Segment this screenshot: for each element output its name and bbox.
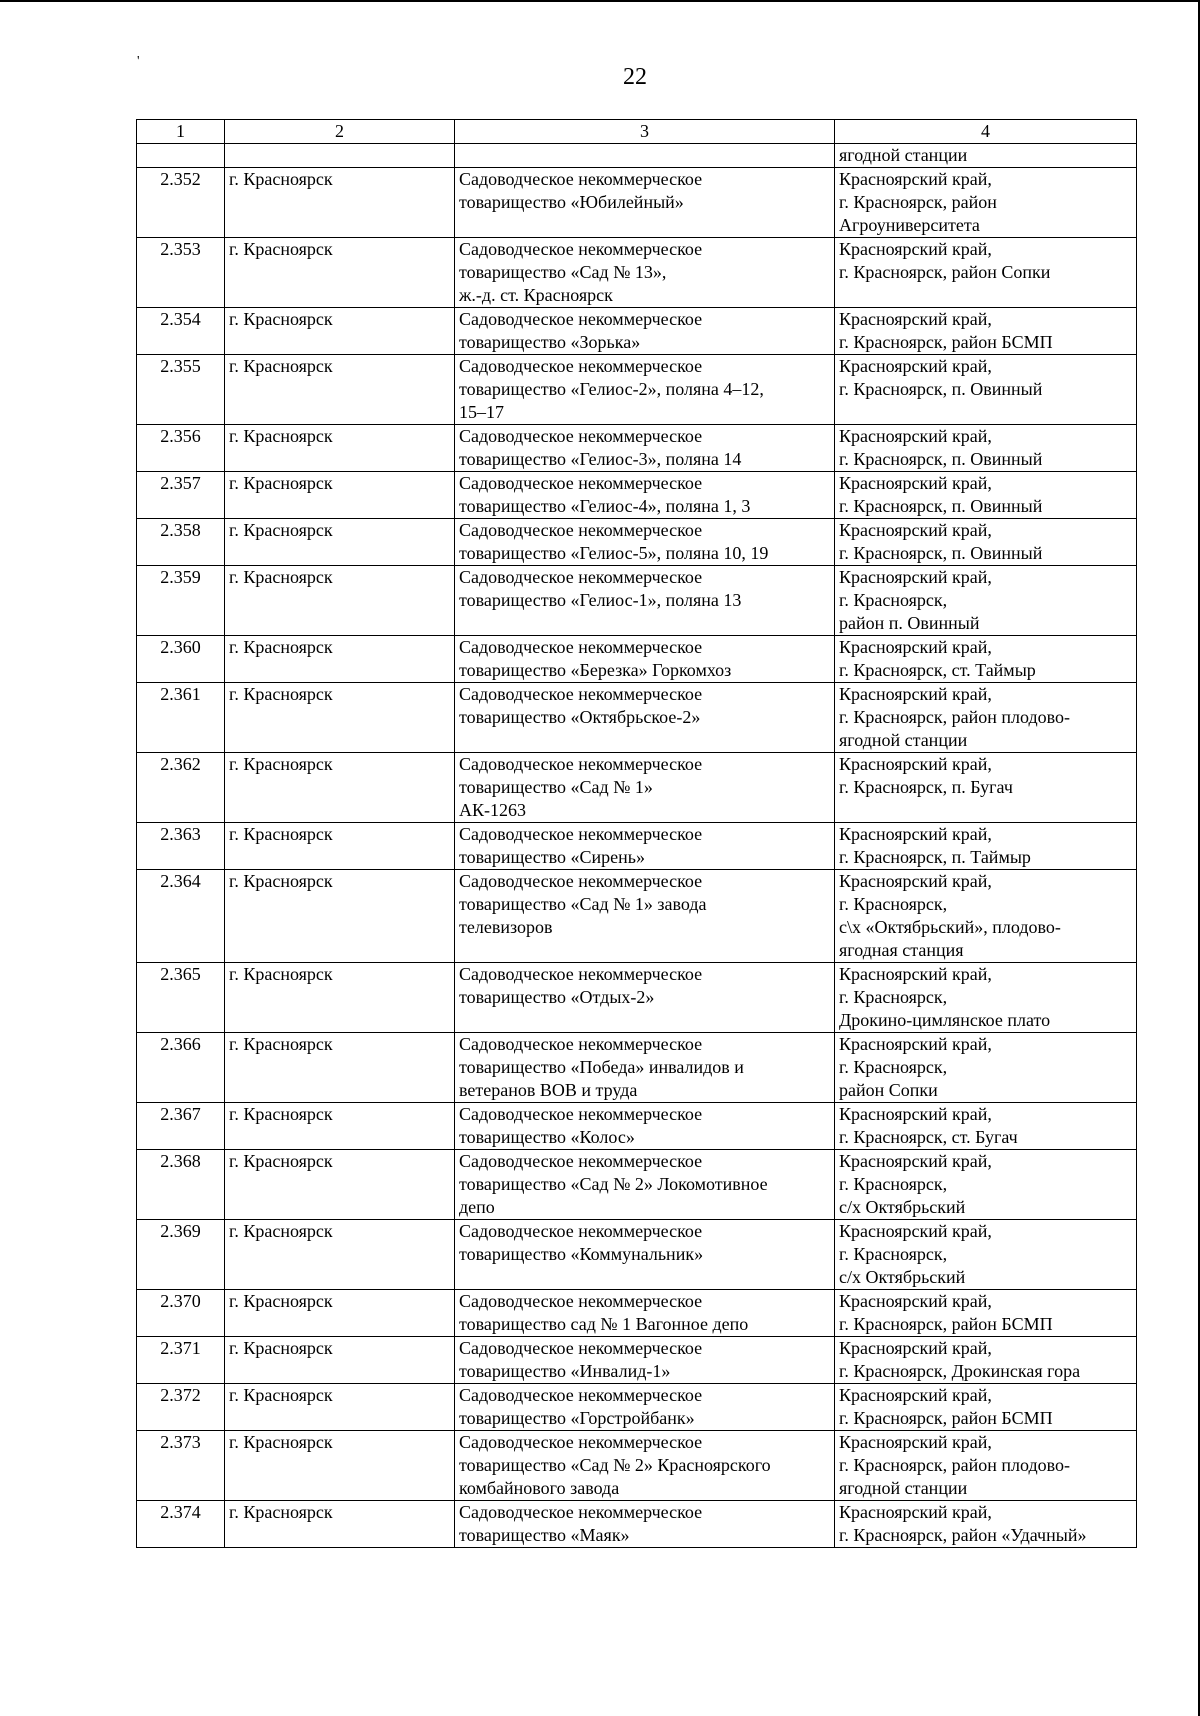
row-organization-cell: Садоводческое некоммерческое товарищество «Гелиос-5», поляна 10, 19	[455, 519, 835, 566]
row-number-cell: 2.366	[137, 1033, 225, 1103]
row-organization-cell: Садоводческое некоммерческое товарищество «Гелиос-1», поляна 13	[455, 566, 835, 636]
row-city-cell: г. Красноярск	[225, 472, 455, 519]
row-address-cell: Красноярский край, г. Красноярск, с\х «Октябрьский», плодово- ягодная станция	[835, 870, 1137, 963]
row-number-cell: 2.371	[137, 1337, 225, 1384]
row-address-cell: Красноярский край, г. Красноярск, район плодово- ягодной станции	[835, 1431, 1137, 1501]
continuation-cell-4: ягодной станции	[835, 144, 1137, 168]
table-row	[137, 1220, 1137, 1290]
row-organization-cell: Садоводческое некоммерческое товарищество сад № 1 Вагонное депо	[455, 1290, 835, 1337]
row-organization-cell: Садоводческое некоммерческое товарищество «Березка» Горкомхоз	[455, 636, 835, 683]
row-city-cell: г. Красноярск	[225, 308, 455, 355]
row-organization-cell: Садоводческое некоммерческое товарищество «Сад № 1» завода телевизоров	[455, 870, 835, 963]
row-number-cell: 2.373	[137, 1431, 225, 1501]
registry-table	[136, 119, 1137, 1548]
row-city-cell: г. Красноярск	[225, 238, 455, 308]
table-row	[137, 1501, 1137, 1548]
table-row	[137, 683, 1137, 753]
row-city-cell: г. Красноярск	[225, 1337, 455, 1384]
table-row	[137, 472, 1137, 519]
page-border-top	[0, 0, 1200, 2]
row-number-cell: 2.358	[137, 519, 225, 566]
table-row	[137, 308, 1137, 355]
row-organization-cell: Садоводческое некоммерческое товарищество «Колос»	[455, 1103, 835, 1150]
column-header-2: 2	[225, 120, 455, 144]
row-number-cell: 2.368	[137, 1150, 225, 1220]
row-organization-cell: Садоводческое некоммерческое товарищество «Отдых-2»	[455, 963, 835, 1033]
row-organization-cell: Садоводческое некоммерческое товарищество «Победа» инвалидов и ветеранов ВОВ и труда	[455, 1033, 835, 1103]
row-city-cell: г. Красноярск	[225, 683, 455, 753]
row-city-cell: г. Красноярск	[225, 566, 455, 636]
row-organization-cell: Садоводческое некоммерческое товарищество «Горстройбанк»	[455, 1384, 835, 1431]
row-address-cell: Красноярский край, г. Красноярск, ст. Таймыр	[835, 636, 1137, 683]
table-row	[137, 1384, 1137, 1431]
row-organization-cell: Садоводческое некоммерческое товарищество «Сад № 2» Красноярского комбайнового завода	[455, 1431, 835, 1501]
row-city-cell: г. Красноярск	[225, 870, 455, 963]
table-header-row	[137, 120, 1137, 144]
table-row	[137, 823, 1137, 870]
table-row	[137, 1290, 1137, 1337]
row-address-cell: Красноярский край, г. Красноярск, Дрокинская гора	[835, 1337, 1137, 1384]
row-city-cell: г. Красноярск	[225, 425, 455, 472]
row-address-cell: Красноярский край, г. Красноярск, с/х Октябрьский	[835, 1220, 1137, 1290]
row-organization-cell: Садоводческое некоммерческое товарищество «Гелиос-4», поляна 1, 3	[455, 472, 835, 519]
row-address-cell: Красноярский край, г. Красноярск, район п. Овинный	[835, 566, 1137, 636]
row-organization-cell: Садоводческое некоммерческое товарищество «Октябрьское-2»	[455, 683, 835, 753]
row-number-cell: 2.361	[137, 683, 225, 753]
row-number-cell: 2.365	[137, 963, 225, 1033]
continuation-cell-2	[225, 144, 455, 168]
row-address-cell: Красноярский край, г. Красноярск, с/х Октябрьский	[835, 1150, 1137, 1220]
row-number-cell: 2.354	[137, 308, 225, 355]
row-city-cell: г. Красноярск	[225, 823, 455, 870]
row-city-cell: г. Красноярск	[225, 963, 455, 1033]
row-city-cell: г. Красноярск	[225, 1290, 455, 1337]
stray-mark: '	[137, 54, 140, 69]
row-organization-cell: Садоводческое некоммерческое товарищество «Сирень»	[455, 823, 835, 870]
row-address-cell: Красноярский край, г. Красноярск, район БСМП	[835, 1384, 1137, 1431]
row-city-cell: г. Красноярск	[225, 753, 455, 823]
table-row	[137, 425, 1137, 472]
table-row	[137, 1337, 1137, 1384]
table-row	[137, 1033, 1137, 1103]
row-address-cell: Красноярский край, г. Красноярск, район Сопки	[835, 238, 1137, 308]
column-header-3: 3	[455, 120, 835, 144]
table-row	[137, 566, 1137, 636]
table-row	[137, 238, 1137, 308]
row-address-cell: Красноярский край, г. Красноярск, п. Овинный	[835, 519, 1137, 566]
continuation-cell-1	[137, 144, 225, 168]
row-address-cell: Красноярский край, г. Красноярск, п. Овинный	[835, 472, 1137, 519]
table-row	[137, 870, 1137, 963]
row-address-cell: Красноярский край, г. Красноярск, п. Таймыр	[835, 823, 1137, 870]
row-address-cell: Красноярский край, г. Красноярск, Дрокино-цимлянское плато	[835, 963, 1137, 1033]
row-number-cell: 2.367	[137, 1103, 225, 1150]
table-row	[137, 519, 1137, 566]
row-city-cell: г. Красноярск	[225, 1103, 455, 1150]
row-address-cell: Красноярский край, г. Красноярск, район Агроуниверситета	[835, 168, 1137, 238]
row-organization-cell: Садоводческое некоммерческое товарищество «Сад № 1» АК-1263	[455, 753, 835, 823]
row-organization-cell: Садоводческое некоммерческое товарищество «Инвалид-1»	[455, 1337, 835, 1384]
row-number-cell: 2.374	[137, 1501, 225, 1548]
continuation-cell-3	[455, 144, 835, 168]
row-organization-cell: Садоводческое некоммерческое товарищество «Коммунальник»	[455, 1220, 835, 1290]
page-number: 22	[623, 64, 647, 90]
row-organization-cell: Садоводческое некоммерческое товарищество «Юбилейный»	[455, 168, 835, 238]
row-city-cell: г. Красноярск	[225, 1384, 455, 1431]
row-address-cell: Красноярский край, г. Красноярск, ст. Бугач	[835, 1103, 1137, 1150]
row-city-cell: г. Красноярск	[225, 168, 455, 238]
row-city-cell: г. Красноярск	[225, 355, 455, 425]
table-row	[137, 355, 1137, 425]
row-number-cell: 2.357	[137, 472, 225, 519]
row-address-cell: Красноярский край, г. Красноярск, п. Бугач	[835, 753, 1137, 823]
row-address-cell: Красноярский край, г. Красноярск, район «Удачный»	[835, 1501, 1137, 1548]
table-row	[137, 1103, 1137, 1150]
row-number-cell: 2.360	[137, 636, 225, 683]
row-number-cell: 2.370	[137, 1290, 225, 1337]
row-organization-cell: Садоводческое некоммерческое товарищество «Гелиос-2», поляна 4–12, 15–17	[455, 355, 835, 425]
row-number-cell: 2.352	[137, 168, 225, 238]
row-organization-cell: Садоводческое некоммерческое товарищество «Гелиос-3», поляна 14	[455, 425, 835, 472]
row-number-cell: 2.372	[137, 1384, 225, 1431]
row-number-cell: 2.369	[137, 1220, 225, 1290]
table-row	[137, 636, 1137, 683]
row-address-cell: Красноярский край, г. Красноярск, район БСМП	[835, 308, 1137, 355]
row-number-cell: 2.359	[137, 566, 225, 636]
row-number-cell: 2.364	[137, 870, 225, 963]
row-number-cell: 2.363	[137, 823, 225, 870]
row-address-cell: Красноярский край, г. Красноярск, район БСМП	[835, 1290, 1137, 1337]
row-city-cell: г. Красноярск	[225, 1501, 455, 1548]
table-row	[137, 1431, 1137, 1501]
row-number-cell: 2.356	[137, 425, 225, 472]
row-organization-cell: Садоводческое некоммерческое товарищество «Сад № 13», ж.-д. ст. Красноярск	[455, 238, 835, 308]
row-city-cell: г. Красноярск	[225, 1033, 455, 1103]
row-address-cell: Красноярский край, г. Красноярск, п. Овинный	[835, 355, 1137, 425]
row-city-cell: г. Красноярск	[225, 519, 455, 566]
row-number-cell: 2.353	[137, 238, 225, 308]
column-header-1: 1	[137, 120, 225, 144]
row-address-cell: Красноярский край, г. Красноярск, район плодово- ягодной станции	[835, 683, 1137, 753]
table-row	[137, 168, 1137, 238]
table-body	[137, 120, 1137, 1548]
row-city-cell: г. Красноярск	[225, 1150, 455, 1220]
table-row	[137, 753, 1137, 823]
row-number-cell: 2.362	[137, 753, 225, 823]
row-address-cell: Красноярский край, г. Красноярск, п. Овинный	[835, 425, 1137, 472]
row-address-cell: Красноярский край, г. Красноярск, район Сопки	[835, 1033, 1137, 1103]
table-row	[137, 963, 1137, 1033]
row-city-cell: г. Красноярск	[225, 636, 455, 683]
row-city-cell: г. Красноярск	[225, 1431, 455, 1501]
column-header-4: 4	[835, 120, 1137, 144]
row-number-cell: 2.355	[137, 355, 225, 425]
row-organization-cell: Садоводческое некоммерческое товарищество «Маяк»	[455, 1501, 835, 1548]
row-organization-cell: Садоводческое некоммерческое товарищество «Зорька»	[455, 308, 835, 355]
row-organization-cell: Садоводческое некоммерческое товарищество «Сад № 2» Локомотивное депо	[455, 1150, 835, 1220]
row-city-cell: г. Красноярск	[225, 1220, 455, 1290]
table-row	[137, 1150, 1137, 1220]
continuation-row	[137, 144, 1137, 168]
